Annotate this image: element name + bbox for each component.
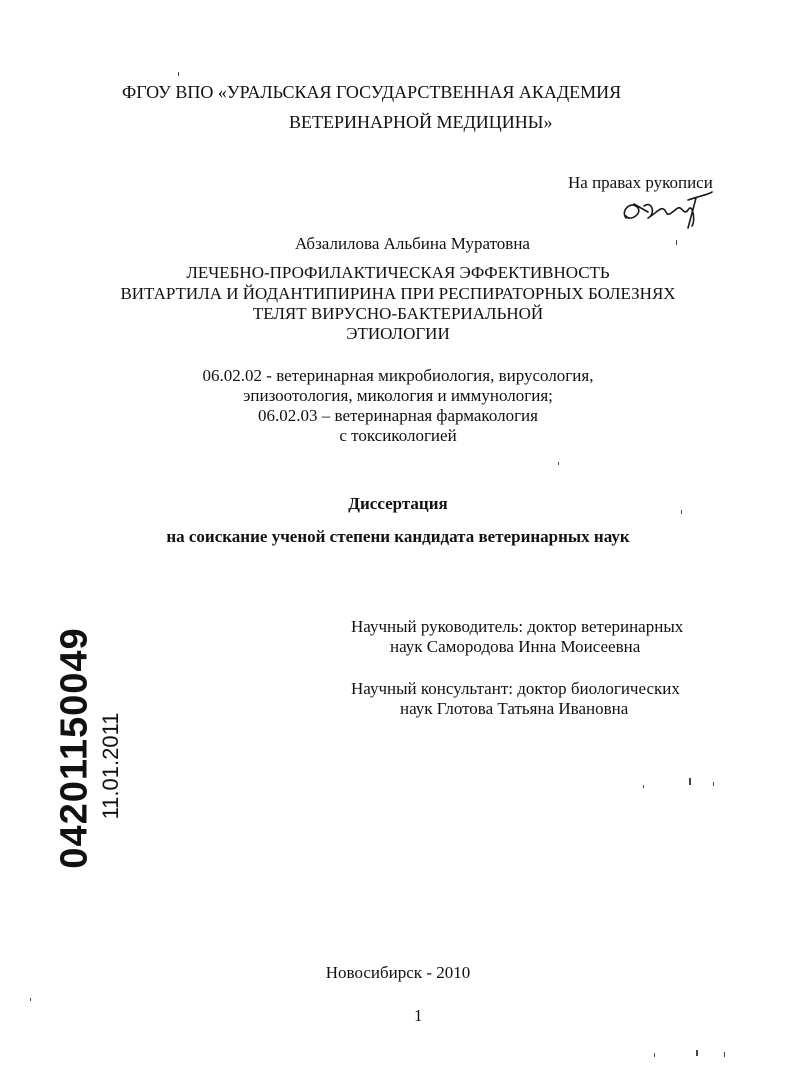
- author-name: Абзалилова Альбина Муратовна: [295, 234, 530, 253]
- specialty-line-1: 06.02.02 - ветеринарная микробиология, вирусология,: [202, 366, 594, 385]
- scan-speck: [178, 72, 179, 76]
- supervisor-line-2: наук Самородова Инна Моисеевна: [390, 637, 641, 656]
- scan-speck: [558, 462, 559, 465]
- scan-speck: [654, 1053, 655, 1057]
- consultant-line-1: Научный консультант: доктор биологических: [351, 679, 680, 698]
- thesis-title-line-1: ЛЕЧЕБНО-ПРОФИЛАКТИЧЕСКАЯ ЭФФЕКТИВНОСТЬ: [186, 263, 610, 282]
- degree-line: на соискание ученой степени кандидата ветеринарных наук: [166, 527, 630, 546]
- specialty-line-4: с токсикологией: [339, 426, 457, 445]
- work-type: Диссертация: [348, 494, 448, 513]
- registration-number-stamp: 04201150049: [53, 627, 96, 869]
- scan-speck: [689, 778, 691, 785]
- specialty-line-3: 06.02.03 – ветеринарная фармакология: [258, 406, 538, 425]
- institution-line-1: ФГОУ ВПО «УРАЛЬСКАЯ ГОСУДАРСТВЕННАЯ АКАДЕМИЯ: [122, 82, 622, 102]
- scan-speck: [724, 1052, 725, 1057]
- thesis-title-line-2: ВИТАРТИЛА И ЙОДАНТИПИРИНА ПРИ РЕСПИРАТОРНЫХ БОЛЕЗНЯХ: [120, 284, 676, 303]
- registration-date-stamp: 11.01.2011: [98, 712, 123, 820]
- institution-line-2: ВЕТЕРИНАРНОЙ МЕДИЦИНЫ»: [289, 112, 553, 132]
- scan-speck: [681, 510, 682, 514]
- author-signature: [618, 190, 714, 230]
- scan-speck: [713, 782, 714, 786]
- scan-speck: [676, 240, 677, 245]
- page-number: 1: [414, 1006, 423, 1025]
- thesis-title-line-4: ЭТИОЛОГИИ: [346, 324, 450, 343]
- rights-note: На правах рукописи: [568, 173, 713, 192]
- thesis-title-line-3: ТЕЛЯТ ВИРУСНО-БАКТЕРИАЛЬНОЙ: [252, 304, 544, 323]
- scan-speck: [30, 998, 31, 1001]
- specialty-line-2: эпизоотология, микология и иммунология;: [243, 386, 553, 405]
- supervisor-line-1: Научный руководитель: доктор ветеринарных: [351, 617, 684, 636]
- scan-speck: [696, 1050, 698, 1056]
- city-year: Новосибирск - 2010: [325, 963, 471, 982]
- consultant-line-2: наук Глотова Татьяна Ивановна: [400, 699, 629, 718]
- scan-speck: [643, 785, 644, 788]
